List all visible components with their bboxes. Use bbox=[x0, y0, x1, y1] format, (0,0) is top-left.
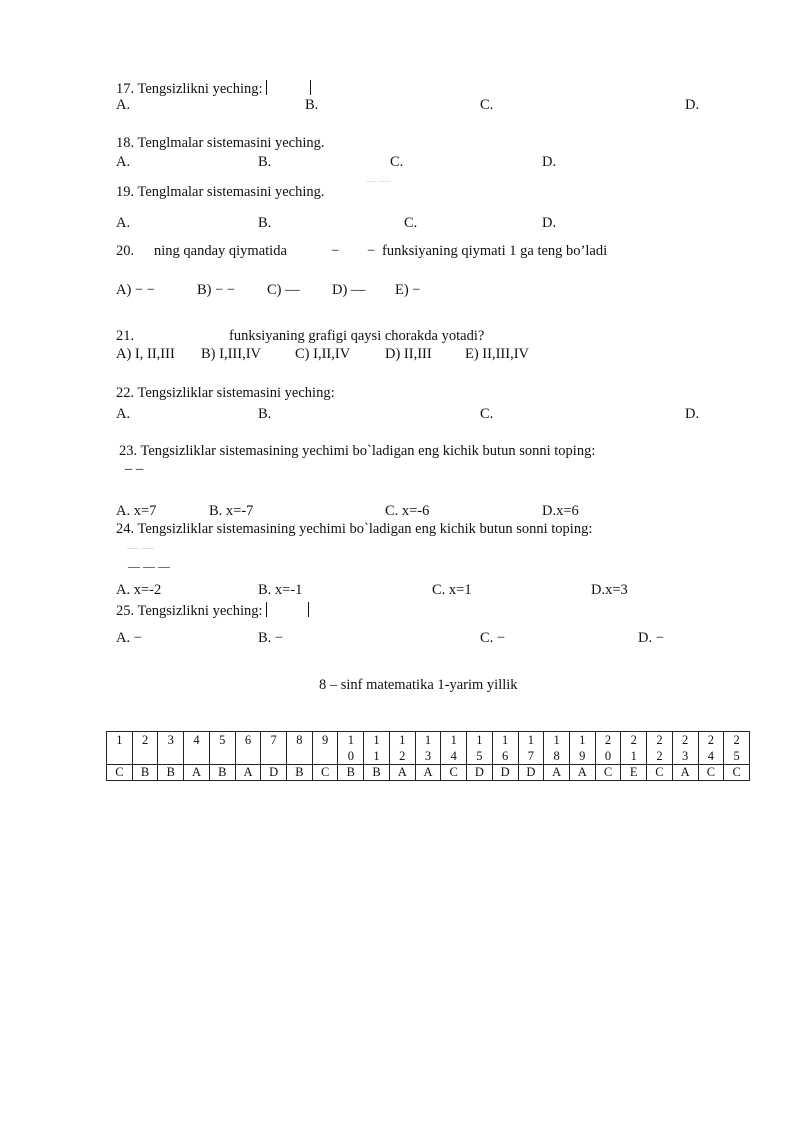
abs-bar-right bbox=[310, 80, 311, 95]
q24-fraction-marks-faint: — — bbox=[127, 540, 154, 554]
question-number-cell bbox=[415, 732, 441, 765]
q19-fraction-marks: — — bbox=[366, 175, 391, 187]
question-number-digit: 0 bbox=[347, 749, 354, 763]
question-number-digit: 1 bbox=[347, 733, 354, 747]
question-number-cell bbox=[235, 732, 261, 765]
q24-fraction-marks: — — — bbox=[128, 559, 170, 573]
question-number-cell bbox=[724, 732, 750, 765]
question-number-cell bbox=[107, 732, 133, 765]
question-number-cell bbox=[647, 732, 673, 765]
question-number-cell bbox=[441, 732, 467, 765]
question-number-digit: 4 bbox=[193, 733, 200, 747]
question-number-row bbox=[107, 732, 750, 765]
question-20-number: 20. bbox=[116, 243, 135, 259]
question-number-digit: 2 bbox=[682, 733, 689, 747]
question-number-digit: 1 bbox=[399, 733, 406, 747]
question-number-digit: 2 bbox=[656, 733, 663, 747]
question-number-digit: 1 bbox=[502, 733, 509, 747]
answer-cell: D bbox=[467, 765, 493, 781]
question-number-cell bbox=[389, 732, 415, 765]
question-number-digit: 1 bbox=[373, 749, 380, 763]
q24-option-c: C. x=1 bbox=[432, 582, 472, 598]
q17-option-b: B. bbox=[305, 97, 319, 113]
q21-option-d: D) II,III bbox=[385, 346, 432, 362]
question-18-text: 18. Tenglmalar sistemasini yeching. bbox=[116, 135, 325, 151]
answer-cell: A bbox=[672, 765, 698, 781]
question-21-number: 21. bbox=[116, 328, 135, 344]
q24-option-d: D.x=3 bbox=[591, 582, 628, 598]
q23-option-b: B. x=-7 bbox=[209, 503, 254, 519]
answer-cell: B bbox=[287, 765, 313, 781]
question-number-digit: 1 bbox=[630, 749, 637, 763]
answer-cell: A bbox=[184, 765, 210, 781]
q17-option-c: C. bbox=[480, 97, 494, 113]
answer-cell: B bbox=[364, 765, 390, 781]
question-number-cell bbox=[672, 732, 698, 765]
answer-cell: A bbox=[544, 765, 570, 781]
question-number-digit: 9 bbox=[579, 749, 586, 763]
question-number-cell bbox=[209, 732, 235, 765]
q22-option-b: B. bbox=[258, 406, 272, 422]
q23-fraction-marks: – – bbox=[125, 461, 144, 477]
question-number-digit: 4 bbox=[450, 749, 457, 763]
q22-option-d: D. bbox=[685, 406, 700, 422]
answer-cell: A bbox=[415, 765, 441, 781]
question-number-cell bbox=[621, 732, 647, 765]
question-23-text: 23. Tengsizliklar sistemasining yechimi bo`ladigan eng kichik butun sonni toping: bbox=[119, 443, 596, 459]
question-number-digit: 7 bbox=[527, 749, 534, 763]
question-20-text-b: funksiyaning qiymati 1 ga teng bo’ladi bbox=[382, 243, 608, 259]
question-number-cell bbox=[518, 732, 544, 765]
question-number-digit: 3 bbox=[424, 749, 432, 763]
answer-cell: E bbox=[621, 765, 647, 781]
q21-option-c: C) I,II,IV bbox=[295, 346, 351, 362]
question-number-cell bbox=[698, 732, 724, 765]
question-number-cell bbox=[569, 732, 595, 765]
question-20-text-a: ning qanday qiymatida bbox=[154, 243, 287, 259]
question-number-cell bbox=[132, 732, 158, 765]
q23-option-d: D.x=6 bbox=[542, 503, 579, 519]
question-number-digit: 1 bbox=[476, 733, 483, 747]
question-number-digit: 8 bbox=[553, 749, 560, 763]
q19-option-b: B. bbox=[258, 215, 272, 231]
q20-option-b: B) − − bbox=[197, 282, 236, 298]
q17-option-a: A. bbox=[116, 97, 131, 113]
answer-cell: B bbox=[132, 765, 158, 781]
q25-option-d: D. − bbox=[638, 630, 664, 646]
question-number-cell bbox=[338, 732, 364, 765]
question-number-cell bbox=[492, 732, 518, 765]
q18-option-b: B. bbox=[258, 154, 272, 170]
question-number-digit: 8 bbox=[296, 733, 303, 747]
q25-option-a: A. − bbox=[116, 630, 142, 646]
answer-cell: D bbox=[492, 765, 518, 781]
answer-key-table bbox=[106, 731, 750, 781]
q19-option-d: D. bbox=[542, 215, 557, 231]
answer-cell: B bbox=[338, 765, 364, 781]
answer-cell: C bbox=[441, 765, 467, 781]
question-number-digit: 2 bbox=[141, 733, 149, 747]
question-number-digit: 2 bbox=[656, 749, 663, 763]
abs-bar-left bbox=[266, 602, 267, 617]
q21-option-a: A) I, II,III bbox=[116, 346, 175, 362]
question-17 bbox=[116, 80, 311, 97]
question-21-text: funksiyaning grafigi qaysi chorakda yotadi? bbox=[229, 328, 485, 344]
q22-option-a: A. bbox=[116, 406, 131, 422]
question-number-cell bbox=[364, 732, 390, 765]
question-number-digit: 5 bbox=[219, 733, 226, 747]
q25-option-b: B. − bbox=[258, 630, 284, 646]
answer-cell: C bbox=[107, 765, 133, 781]
q20-option-a: A) − − bbox=[116, 282, 155, 298]
question-number-digit: 2 bbox=[733, 733, 740, 747]
question-number-digit: 2 bbox=[630, 733, 637, 747]
question-number-digit: 7 bbox=[270, 733, 277, 747]
answer-cell: C bbox=[312, 765, 338, 781]
q20-option-d: D) — bbox=[332, 282, 366, 298]
question-number-digit: 6 bbox=[244, 733, 252, 747]
q24-option-a: A. x=-2 bbox=[116, 582, 162, 598]
q19-option-a: A. bbox=[116, 215, 131, 231]
q18-option-a: A. bbox=[116, 154, 131, 170]
question-19-text: 19. Tenglmalar sistemasini yeching. bbox=[116, 184, 325, 200]
q18-option-c: C. bbox=[390, 154, 404, 170]
question-number-digit: 5 bbox=[476, 749, 483, 763]
question-number-cell bbox=[261, 732, 287, 765]
q23-option-c: C. x=-6 bbox=[385, 503, 430, 519]
abs-bar-left bbox=[266, 80, 267, 95]
answer-cell: C bbox=[698, 765, 724, 781]
question-number-digit: 2 bbox=[604, 733, 612, 747]
answer-cell: C bbox=[595, 765, 621, 781]
q18-option-d: D. bbox=[542, 154, 557, 170]
answer-cell: A bbox=[235, 765, 261, 781]
question-25 bbox=[116, 602, 309, 619]
question-number-digit: 0 bbox=[604, 749, 612, 763]
question-number-cell bbox=[184, 732, 210, 765]
question-number-digit: 1 bbox=[579, 733, 586, 747]
question-number-digit: 9 bbox=[321, 733, 329, 747]
question-number-cell bbox=[158, 732, 184, 765]
question-22-text: 22. Tengsizliklar sistemasini yeching: bbox=[116, 385, 335, 401]
answer-cell: C bbox=[647, 765, 673, 781]
q19-option-c: C. bbox=[404, 215, 418, 231]
answer-cell: B bbox=[209, 765, 235, 781]
question-number-cell bbox=[544, 732, 570, 765]
answer-cell: A bbox=[569, 765, 595, 781]
q21-option-e: E) II,III,IV bbox=[465, 346, 530, 362]
answer-cell: D bbox=[261, 765, 287, 781]
q20-minus-1: − bbox=[331, 243, 340, 259]
answer-cell: C bbox=[724, 765, 750, 781]
question-25-text: 25. Tengsizlikni yeching: bbox=[116, 603, 267, 619]
question-number-cell bbox=[287, 732, 313, 765]
question-number-digit: 4 bbox=[707, 749, 715, 763]
question-number-digit: 5 bbox=[733, 749, 740, 763]
answer-cell: B bbox=[158, 765, 184, 781]
question-number-digit: 1 bbox=[450, 733, 457, 747]
q17-option-d: D. bbox=[685, 97, 700, 113]
q23-option-a: A. x=7 bbox=[116, 503, 157, 519]
question-number-digit: 1 bbox=[424, 733, 432, 747]
question-number-digit: 1 bbox=[527, 733, 534, 747]
question-number-cell bbox=[312, 732, 338, 765]
q21-option-b: B) I,III,IV bbox=[201, 346, 261, 362]
answer-cell: A bbox=[389, 765, 415, 781]
question-number-digit: 6 bbox=[502, 749, 509, 763]
question-number-digit: 1 bbox=[553, 733, 560, 747]
answer-key-title: 8 – sinf matematika 1-yarim yillik bbox=[319, 677, 518, 693]
question-number-digit: 1 bbox=[116, 733, 123, 747]
question-number-digit: 2 bbox=[399, 749, 406, 763]
question-number-cell bbox=[595, 732, 621, 765]
abs-bar-right bbox=[308, 602, 309, 617]
question-17-text: 17. Tengsizlikni yeching: bbox=[116, 81, 267, 97]
question-number-digit: 3 bbox=[682, 749, 689, 763]
q20-option-e: E) − bbox=[395, 282, 421, 298]
question-number-digit: 3 bbox=[167, 733, 174, 747]
question-24-text: 24. Tengsizliklar sistemasining yechimi bo`ladigan eng kichik butun sonni toping: bbox=[116, 521, 593, 537]
question-number-digit: 1 bbox=[373, 733, 380, 747]
question-number-cell bbox=[467, 732, 493, 765]
q20-minus-2: − bbox=[367, 243, 376, 259]
answer-cell: D bbox=[518, 765, 544, 781]
q22-option-c: C. bbox=[480, 406, 494, 422]
question-number-digit: 2 bbox=[707, 733, 715, 747]
q25-option-c: C. − bbox=[480, 630, 506, 646]
answer-row bbox=[107, 765, 750, 781]
q20-option-c: C) — bbox=[267, 282, 300, 298]
q24-option-b: B. x=-1 bbox=[258, 582, 303, 598]
